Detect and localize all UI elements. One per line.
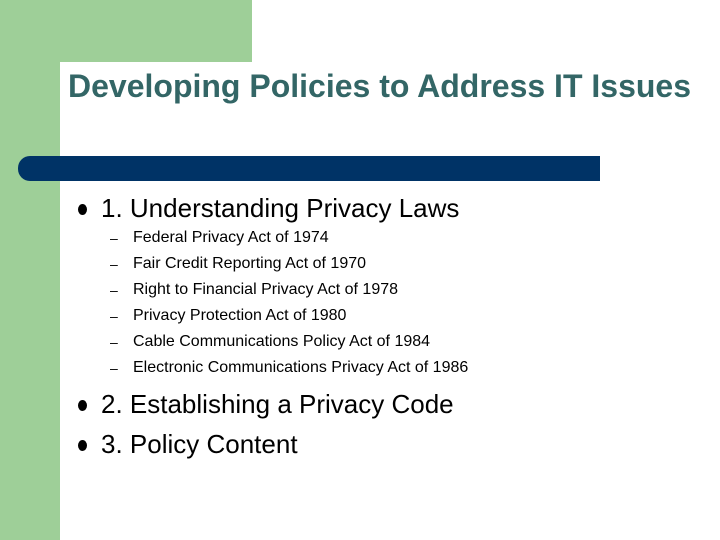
- dash-icon: –: [110, 282, 118, 298]
- bullet-item-label: 3. Policy Content: [101, 429, 298, 459]
- bullet-item-label: 1. Understanding Privacy Laws: [101, 193, 460, 223]
- subitem-label: Privacy Protection Act of 1980: [133, 307, 347, 324]
- dash-icon: –: [110, 308, 118, 324]
- accent-corner-block: [0, 0, 252, 62]
- slide-title: Developing Policies to Address IT Issues: [68, 68, 691, 104]
- dash-icon: –: [110, 360, 118, 376]
- bullet-icon: [78, 400, 87, 411]
- accent-sidebar: [0, 0, 60, 540]
- bullet-item-label: 2. Establishing a Privacy Code: [101, 389, 454, 419]
- dash-icon: –: [110, 334, 118, 350]
- subitem-label: Right to Financial Privacy Act of 1978: [133, 281, 399, 298]
- subitem-label: Federal Privacy Act of 1974: [133, 229, 329, 246]
- dash-icon: –: [110, 256, 118, 272]
- bullet-icon: [78, 440, 87, 451]
- subitem-label: Cable Communications Policy Act of 1984: [133, 333, 431, 350]
- bullet-icon: [78, 204, 87, 215]
- subitem-label: Fair Credit Reporting Act of 1970: [133, 255, 367, 272]
- dash-icon: –: [110, 230, 118, 246]
- title-underline-bar: [18, 156, 600, 181]
- subitem-label: Electronic Communications Privacy Act of 1986: [133, 359, 469, 376]
